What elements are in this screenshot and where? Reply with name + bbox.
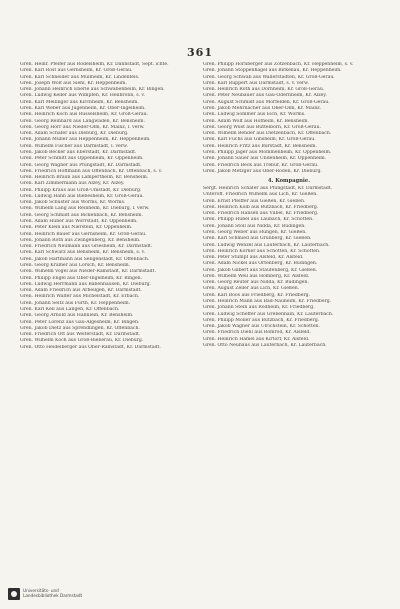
library-credit-line-2: Landesbibliothek Darmstadt [23,593,83,598]
section-heading: 4. Kompagnie. [267,177,311,184]
roster-entry: Gren. Peter Stumpf aus Alsfeld, Kr. Alsfeld. [203,255,304,261]
roster-entry: Gren. Jakob Gilbert aus Staufenberg, Kr. Gießen. [203,267,318,273]
roster-entry: Gren. Ludwig Hahn aus Biebesheim, Kr. Groß-Gerau. [20,193,144,199]
roster-entry: Gren. Friedrich Hansen aus Vilbel, Kr. Friedberg. [203,211,319,217]
roster-entry: Gren. Friedrich Ott aus Weiterstadt, Kr. Darmstadt. [20,332,141,338]
roster-entry: Gren. Georg Schwab aus Wallerstädten, Kr. Groß-Gerau. [203,74,335,80]
roster-entry: Gren. Peter Neubauer aus Gau-Odernheim, Kr. Alzey. [203,93,327,99]
roster-entry: Gren. Karl Ruppert aus Darmstadt, s. v. verw. [203,80,310,86]
roster-entry: Gren. Wilhelm Bender aus Dietzenbach, Kr. Offenbach. [203,131,332,137]
roster-entry: Gren. Heinrich Hamel aus Kirtorf, Kr. Alsfeld. [203,336,310,342]
roster-entry: Gren. Friedrich Hoffmann aus Offenbach, Kr. Offenbach, s. v. [20,168,163,174]
roster-entry: Gren. Ernst Pfeiffer aus Gießen, Kr. Gießen. [203,198,306,204]
roster-entry: Gren. Heinrich Bauer aus Gernsheim, Kr. Groß-Gerau. [20,231,147,237]
roster-entry: Gren. Peter Klein aus Nierstein, Kr. Oppenheim. [20,225,133,231]
roster-entry: Gren. Karl Keil aus Langen, Kr. Offenbach. [20,306,120,312]
roster-entry: Gren. Ludwig Wenzel aus Lauterbach, Kr. Lauterbach. [203,242,330,248]
left-column [20,62,192,351]
roster-entry: Gren. Otto Neuhaus aus Lauterbach, Kr. Lauterbach. [203,343,327,348]
roster-entry: Gren. Friedrich Diehl aus Romrod, Kr. Alsfeld. [203,330,311,336]
roster-entry: Gren. Georg Hörr aus Nieder-Olm, Kr. Mainz, l. verw. [20,124,145,130]
roster-entry: Gren. Karl Rost aus Gernsheim, Kr. Groß-Gerau. [20,68,133,74]
roster-entry: Gren. Heinr. Pfeifer aus Rodelsheim, Kr. Dannstadt, Sept. ichte. [20,62,169,67]
roster-entry: Gren. Georg Weber aus Hungen, Kr. Gießen. [203,229,307,235]
roster-entry: Gren. Georg Arnold aus Hähnlein, Kr. Bensheim. [20,313,134,319]
roster-entry: Gren. Otto Heidelberger aus Ober-Ramstadt, Kr. Darmstadt. [20,344,161,350]
roster-entry: Gren. Johann Seitz aus Fürth, Kr. Heppenheim. [20,300,131,306]
roster-entry: Gren. Johann Müller aus Heppenheim, Kr. Heppenheim. [20,137,151,143]
roster-entry: Gren. Johann Roth aus Zwingenberg, Kr. Bensheim. [20,237,141,243]
roster-entry: Gren. Heinrich Kolb aus Butzbach, Kr. Friedberg. [203,204,319,210]
library-credit-line-1: Universitäts- und [23,588,59,593]
roster-entry: Gren. Philipp Jäger aus Mommenheim, Kr. Oppenheim. [203,149,332,155]
roster-entry: Gren. Peter Lorenz aus Gau-Algesheim, Kr. Bingen. [20,319,140,325]
roster-entry: Gren. Georg Krämer aus Lorsch, Kr. Bensheim. [20,263,131,268]
roster-entry: Gren. Adam Nickel aus Ortenberg, Kr. Büdingen. [203,261,318,267]
roster-entry: Gren. Heinrich Koch aus Rüsselsheim, Kr. Groß-Gerau. [20,112,148,118]
roster-entry: Gren. Karl Schmied aus Grünberg, Kr. Gießen. [203,236,312,242]
roster-entry: Gren. Philipp Kraus aus Groß-Umstadt, Kr. Dieburg. [20,187,142,193]
roster-entry: Gren. Jakob Becker aus Eberstadt, Kr. Darmstadt. [20,149,137,155]
roster-entry: Gren. Heinrich Roth aus Dornheim, Kr. Groß-Gerau. [203,87,325,93]
roster-entry: Gren. Wilhelm Fischer aus Darmstadt, l. verw. [20,143,128,149]
roster-entry: Gren. Friedrich Beck aus Trebur, Kr. Groß-Gerau. [203,162,319,168]
roster-entry: Gren. Heinrich Fritz aus Bürstadt, Kr. Bensheim. [203,143,317,149]
roster-entry: Gren. Ludwig Herrmann aus Babenhausen, Kr. Dieburg. [20,281,152,287]
roster-entry: Gren. Peter Schmitt aus Oppenheim, Kr. Oppenheim. [20,156,144,162]
roster-entry: Gren. Karl Weber aus Jugenheim, Kr. Ober-Ingelheim. [20,105,146,111]
roster-entry: Gren. Georg Schmidt aus Bickenbach, Kr. Bensheim. [20,212,143,218]
roster-entry: Gren. Adam Wolf aus Hofheim, Kr. Bensheim. [203,118,309,124]
roster-entry: Gren. Heinrich Walter aus Michelstadt, Kr. Erbach. [20,294,140,300]
roster-entry: Unteroff. Friedrich Wilhelm aus Lich, Kr. Gießen. [203,192,318,198]
roster-entry: Gren. Georg Wagner aus Pfungstadt, Kr. Darmstadt. [20,162,142,168]
roster-entry: Gren. Heinrich Braun aus Lampertheim, Kr. Bensheim. [20,175,149,181]
roster-entry: Sergt. Heinrich Schäfer aus Pfungstadt, Kr. Darmstadt. [203,185,333,191]
roster-entry: Gren. Joseph Wolf aus Siehl, Kr. Heppenheim. [20,80,127,86]
roster-entry: Gren. Johann Heinrich Eberle aus Schwabenheim, Kr. Bingen. [20,87,165,93]
roster-entry: Gren. Philipp Hubel aus Laubach, Kr. Schotten. [203,217,314,223]
roster-entry: Gren. Johann Stein aus Rodheim, Kr. Friedberg. [203,305,315,311]
roster-entry: Gren. Wilhelm Vogel aus Nieder-Ramstadt, Kr. Darmstadt. [20,269,156,275]
roster-entry: Gren. Philipp Engel aus Ober-Ingelheim, Kr. Bingen. [20,275,143,281]
roster-entry: Gren. Jakob Metzger aus Ober-Roden, Kr. Dieburg. [203,168,322,174]
roster-entry: Gren. Jakob Wagner aus Ulrichstein, Kr. Schotten. [203,324,320,330]
roster-entry: Gren. Friedrich Neumann aus Griesheim, Kr. Darmstadt. [20,244,153,250]
roster-entry: Gren. Karl Zimmermann aus Alzey, Kr. Alzey. [20,181,125,187]
roster-entry: Gren. Jakob Hartmann aus Seligenstadt, Kr. Offenbach. [20,256,150,262]
roster-entry: Gren. Karl Boos aus Friedberg, Kr. Friedberg. [203,292,311,298]
roster-entry: Gren. Ludwig Scheffer aus Grebenhain, Kr. Lauterbach. [203,311,334,317]
library-logo-icon [8,588,20,600]
right-column [203,62,375,349]
roster-entry: Gren. Adam Huber aus Wörrstadt, Kr. Oppenheim. [20,219,138,225]
roster-entry: Gren. Georg Wüst aus Büttelborn, Kr. Groß-Gerau. [203,124,321,130]
library-credit [23,588,103,598]
roster-entry: Gren. Jakob Mehrnacher aus Ober-Olm, Kr. Mainz. [203,105,322,111]
roster-entry: Gren. Philipp Möller aus Butzbach, Kr. Friedberg. [203,317,320,323]
roster-entry: Gren. Johann Stoll aus Nidda, Kr. Büdingen. [203,223,306,229]
roster-entry: Gren. Ludwig Sommer aus Eich, Kr. Worms. [203,112,306,118]
roster-entry: Gren. Heinrich Körner aus Schotten, Kr. Schotten. [203,248,321,254]
roster-entry: Gren. Wilhelm Weil aus Homberg, Kr. Alsfeld. [203,273,310,279]
roster-entry: Gren. August Schmidt aus Mörfelden, Kr. Groß-Gerau. [203,99,330,105]
roster-entry: Gren. Karl Mellinger aus Kirchheim, Kr. Bensheim. [20,99,139,105]
roster-entry: Gren. Jakob Dietz aus Sprendlingen, Kr. Offenbach. [20,325,140,331]
roster-entry: Gren. Wilhelm Koch aus Groß-Bieberau, Kr. Dieburg. [20,338,144,344]
roster-entry: Gren. August Zeller aus Lich, Kr. Gießen. [203,286,300,292]
page-number: 361 [187,46,213,59]
roster-entry: Gren. Johann Stoppenhagel aus Birkenau, Kr. Heppenheim. [203,68,342,74]
roster-entry: Gren. Adam Schäfer aus Dieburg, Kr. Dieburg. [20,131,129,137]
roster-entry: Gren. Philipp Hornberger aus Zotzenbach, Kr. Heppenheim, s. v. [203,62,354,67]
roster-entry: Gren. Ludwig Keller aus Wimpfen, Kr. Heilbronn, s. v. [20,93,146,99]
roster-entry: Gren. Heinrich Mann aus Bad-Nauheim, Kr. Friedberg. [203,299,332,305]
roster-entry: Gren. Wilhelm Lang aus Reinheim, Kr. Dieburg, l. verw. [20,206,150,212]
roster-entry: Gren. Karl Fuchs aus Ginsheim, Kr. Groß-Gerau. [203,137,316,143]
roster-entry: Gren. Jakob Schuster aus Worms, Kr. Worms. [20,200,126,206]
roster-entry: Gren. Adam Friedrich aus Arheilgen, Kr. Darmstadt. [20,288,142,294]
roster-entry: Gren. Johann Sauer aus Undenheim, Kr. Oppenheim. [203,156,327,162]
roster-entry: Gren. Karl Schneider aus Müllheim, Kr. Lindenfels. [20,74,140,80]
roster-entry: Gren. Georg Reuter aus Nidda, Kr. Büdingen. [203,280,309,286]
roster-entry: Gren. Karl Schwarz aus Bensheim, Kr. Bensheim, s. v. [20,250,146,256]
roster-entry: Gren. Georg Reinhard aus Langwaden, Kr. Bensheim. [20,118,145,124]
